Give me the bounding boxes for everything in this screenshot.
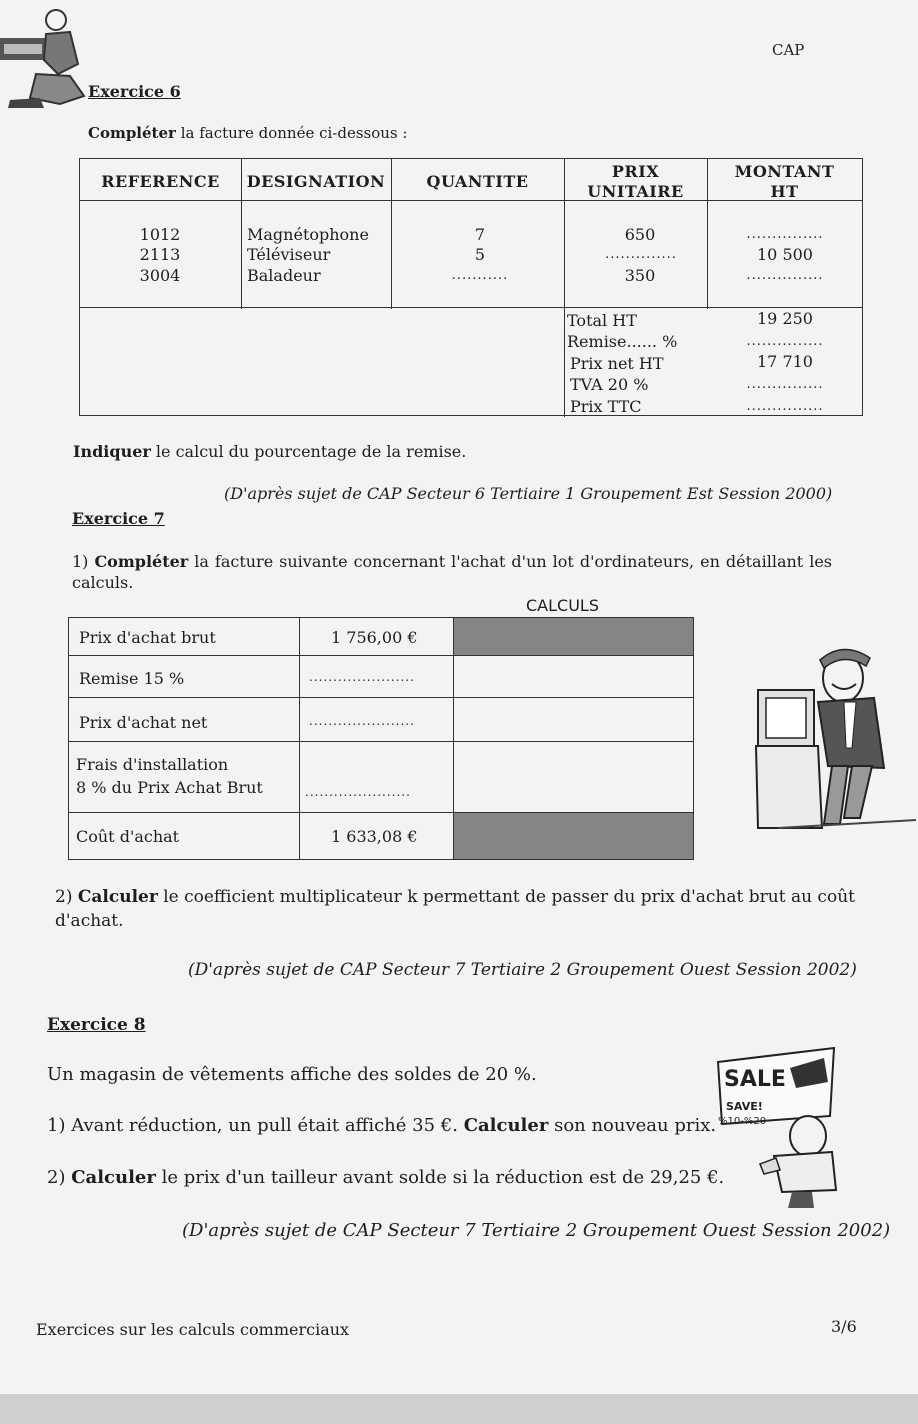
qty-2: 5 <box>474 245 486 264</box>
tva-label: TVA 20 % <box>570 375 649 394</box>
reading-character-illustration <box>0 4 90 112</box>
prix-achat-brut-value: 1 756,00 € <box>331 628 418 647</box>
col-designation: DESIGNATION <box>246 172 386 191</box>
prix-achat-brut-label: Prix d'achat brut <box>79 628 216 647</box>
total-ht-label: Total HT <box>567 311 637 330</box>
computer-man-illustration <box>748 638 918 838</box>
col-reference: REFERENCE <box>101 172 220 191</box>
ex8-intro: Un magasin de vêtements affiche des soldes de 20 %. <box>47 1064 537 1085</box>
cout-achat-value: 1 633,08 € <box>331 827 418 846</box>
ex6-question: Indiquer le calcul du pourcentage de la remise. <box>73 442 467 461</box>
ex8-q1: 1) Avant réduction, un pull était affiché 35 €. Calculer son nouveau prix. <box>47 1115 717 1136</box>
designation-1: Magnétophone <box>247 225 369 244</box>
qty-3-blank: ........... <box>451 268 509 283</box>
total-ht-value: 19 250 <box>757 309 813 328</box>
sign-sale-text: SALE <box>724 1067 786 1092</box>
remise-15-value-blank: ...................... <box>309 670 415 684</box>
mt-3-blank: ............... <box>746 268 824 283</box>
exercice-8-title: Exercice 8 <box>47 1015 146 1035</box>
prix-net-ht-value: 17 710 <box>757 352 813 371</box>
tva-value-blank: ............... <box>746 377 824 392</box>
calculs-table <box>68 617 694 860</box>
sale-sign-man-illustration <box>704 1040 844 1210</box>
mt-2: 10 500 <box>757 245 813 264</box>
ex6-instruction: Compléter la facture donnée ci-dessous : <box>88 124 408 142</box>
cap-header: CAP <box>772 41 805 59</box>
cout-achat-label: Coût d'achat <box>76 827 180 846</box>
ex6-source: (D'après sujet de CAP Secteur 6 Tertiaire 1 Groupement Est Session 2000) <box>224 484 833 503</box>
page-number: 3/6 <box>831 1317 857 1336</box>
frais-installation-value-blank: ...................... <box>305 785 411 799</box>
remise-label: Remise...... % <box>567 332 678 351</box>
mt-1-blank: ............... <box>746 227 824 242</box>
exercice-6-title: Exercice 6 <box>88 82 181 101</box>
ref-1: 1012 <box>139 225 181 244</box>
ex8-source: (D'après sujet de CAP Secteur 7 Tertiaire 2 Groupement Ouest Session 2002) <box>182 1220 891 1241</box>
ref-2: 2113 <box>139 245 181 264</box>
ex7-q2: 2) Calculer le coefficient multiplicateur k permettant de passer du prix d'achat brut au coût d'achat. <box>55 887 855 931</box>
pu-3: 350 <box>624 266 656 285</box>
footer-title: Exercices sur les calculs commerciaux <box>36 1320 350 1339</box>
pu-1: 650 <box>624 225 656 244</box>
col-prix-unitaire: PRIX UNITAIRE <box>587 162 684 201</box>
prix-ttc-value-blank: ............... <box>746 399 824 414</box>
remise-15-label: Remise 15 % <box>79 669 185 688</box>
frais-installation-label: Frais d'installation 8 % du Prix Achat Brut <box>76 755 263 797</box>
prix-achat-net-label: Prix d'achat net <box>79 713 208 732</box>
designation-2: Téléviseur <box>247 245 331 264</box>
sign-save-text: SAVE! <box>726 1100 763 1113</box>
qty-1: 7 <box>474 225 486 244</box>
ex7-q1: 1) Compléter la facture suivante concernant l'achat d'un lot d'ordinateurs, en détaillant les calculs. <box>72 552 833 592</box>
remise-value-blank: ............... <box>746 334 824 349</box>
prix-ttc-label: Prix TTC <box>570 397 642 416</box>
sign-range-text: %10-%20 <box>718 1116 767 1127</box>
calculs-heading: CALCULS <box>526 596 599 615</box>
pu-2-blank: .............. <box>605 247 677 262</box>
col-quantite: QUANTITE <box>426 172 529 191</box>
page-bottom-edge <box>0 1394 918 1424</box>
invoice-table <box>79 158 863 416</box>
prix-achat-net-value-blank: ...................... <box>309 714 415 728</box>
col-montant-ht: MONTANT HT <box>734 162 835 201</box>
ref-3: 3004 <box>139 266 181 285</box>
prix-net-ht-label: Prix net HT <box>570 354 664 373</box>
ex8-q2: 2) Calculer le prix d'un tailleur avant solde si la réduction est de 29,25 €. <box>47 1167 725 1188</box>
designation-3: Baladeur <box>247 266 321 285</box>
ex7-source: (D'après sujet de CAP Secteur 7 Tertiaire 2 Groupement Ouest Session 2002) <box>188 960 857 980</box>
exercice-7-title: Exercice 7 <box>72 509 165 528</box>
